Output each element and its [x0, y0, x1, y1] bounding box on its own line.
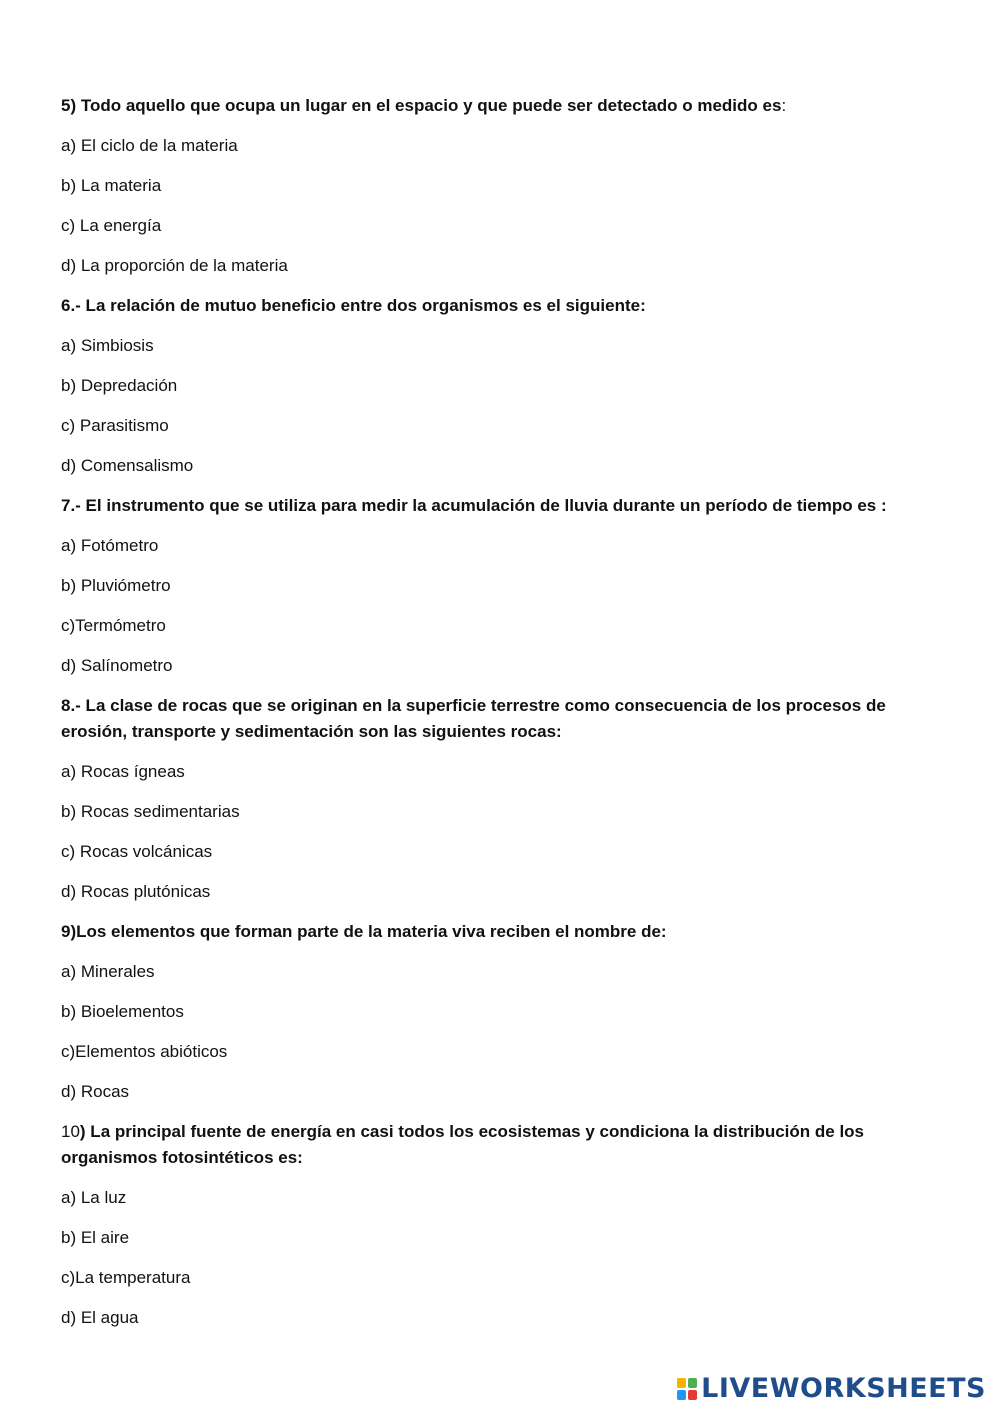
question-5-option-a[interactable]: a) El ciclo de la materia [61, 136, 238, 155]
question-6: 6.- La relación de mutuo beneficio entre dos organismos es el siguiente: [61, 296, 646, 315]
question-8-option-c[interactable]: c) Rocas volcánicas [61, 842, 213, 861]
question-9-option-c[interactable]: c)Elementos abióticos [61, 1042, 228, 1061]
question-5 [61, 93, 941, 119]
brand-name: LIVEWORKSHEETS [701, 1373, 986, 1404]
question-10 [61, 1119, 941, 1171]
liveworksheets-brand [677, 1373, 986, 1404]
logo-square-i [688, 1378, 697, 1388]
question-8: 8.- La clase de rocas que se originan en la superficie terrestre como consecuencia de los procesos de erosión, transporte y sedimentación son las siguientes rocas: [61, 696, 886, 741]
logo-square-v [677, 1390, 686, 1400]
question-8-option-a[interactable]: a) Rocas ígneas [61, 762, 185, 781]
question-5-option-d[interactable]: d) La proporción de la materia [61, 256, 288, 275]
question-7-option-b[interactable]: b) Pluviómetro [61, 576, 171, 595]
logo-square-l [677, 1378, 686, 1388]
question-5-colon: : [781, 96, 787, 115]
question-5-text: 5) Todo aquello que ocupa un lugar en el espacio y que puede ser detectado o medido es [61, 96, 782, 115]
question-7-option-d[interactable]: d) Salínometro [61, 656, 173, 675]
question-6-option-a[interactable]: a) Simbiosis [61, 336, 154, 355]
question-5-option-b[interactable]: b) La materia [61, 176, 162, 195]
question-8-option-d[interactable]: d) Rocas plutónicas [61, 882, 211, 901]
question-7-option-c[interactable]: c)Termómetro [61, 616, 166, 635]
question-7: 7.- El instrumento que se utiliza para medir la acumulación de lluvia durante un período de tiempo es : [61, 496, 887, 515]
question-10-option-b[interactable]: b) El aire [61, 1228, 130, 1247]
logo-square-e [688, 1390, 697, 1400]
question-6-option-c[interactable]: c) Parasitismo [61, 416, 169, 435]
question-10-option-c[interactable]: c)La temperatura [61, 1268, 191, 1287]
question-6-option-d[interactable]: d) Comensalismo [61, 456, 194, 475]
question-9-option-a[interactable]: a) Minerales [61, 962, 155, 981]
question-9: 9)Los elementos que forman parte de la materia viva reciben el nombre de: [61, 922, 667, 941]
question-10-number: 10 [61, 1122, 80, 1141]
liveworksheets-logo-icon [677, 1378, 697, 1400]
question-9-option-b[interactable]: b) Bioelementos [61, 1002, 184, 1021]
question-7-option-a[interactable]: a) Fotómetro [61, 536, 159, 555]
question-10-text: ) La principal fuente de energía en casi todos los ecosistemas y condiciona la distribución de los organismos fotosintéticos es: [61, 1122, 865, 1167]
worksheet [61, 93, 941, 1345]
question-8-option-b[interactable]: b) Rocas sedimentarias [61, 802, 240, 821]
question-6-option-b[interactable]: b) Depredación [61, 376, 178, 395]
question-9-option-d[interactable]: d) Rocas [61, 1082, 130, 1101]
question-10-option-a[interactable]: a) La luz [61, 1188, 127, 1207]
question-10-option-d[interactable]: d) El agua [61, 1308, 139, 1327]
question-5-option-c[interactable]: c) La energía [61, 216, 162, 235]
